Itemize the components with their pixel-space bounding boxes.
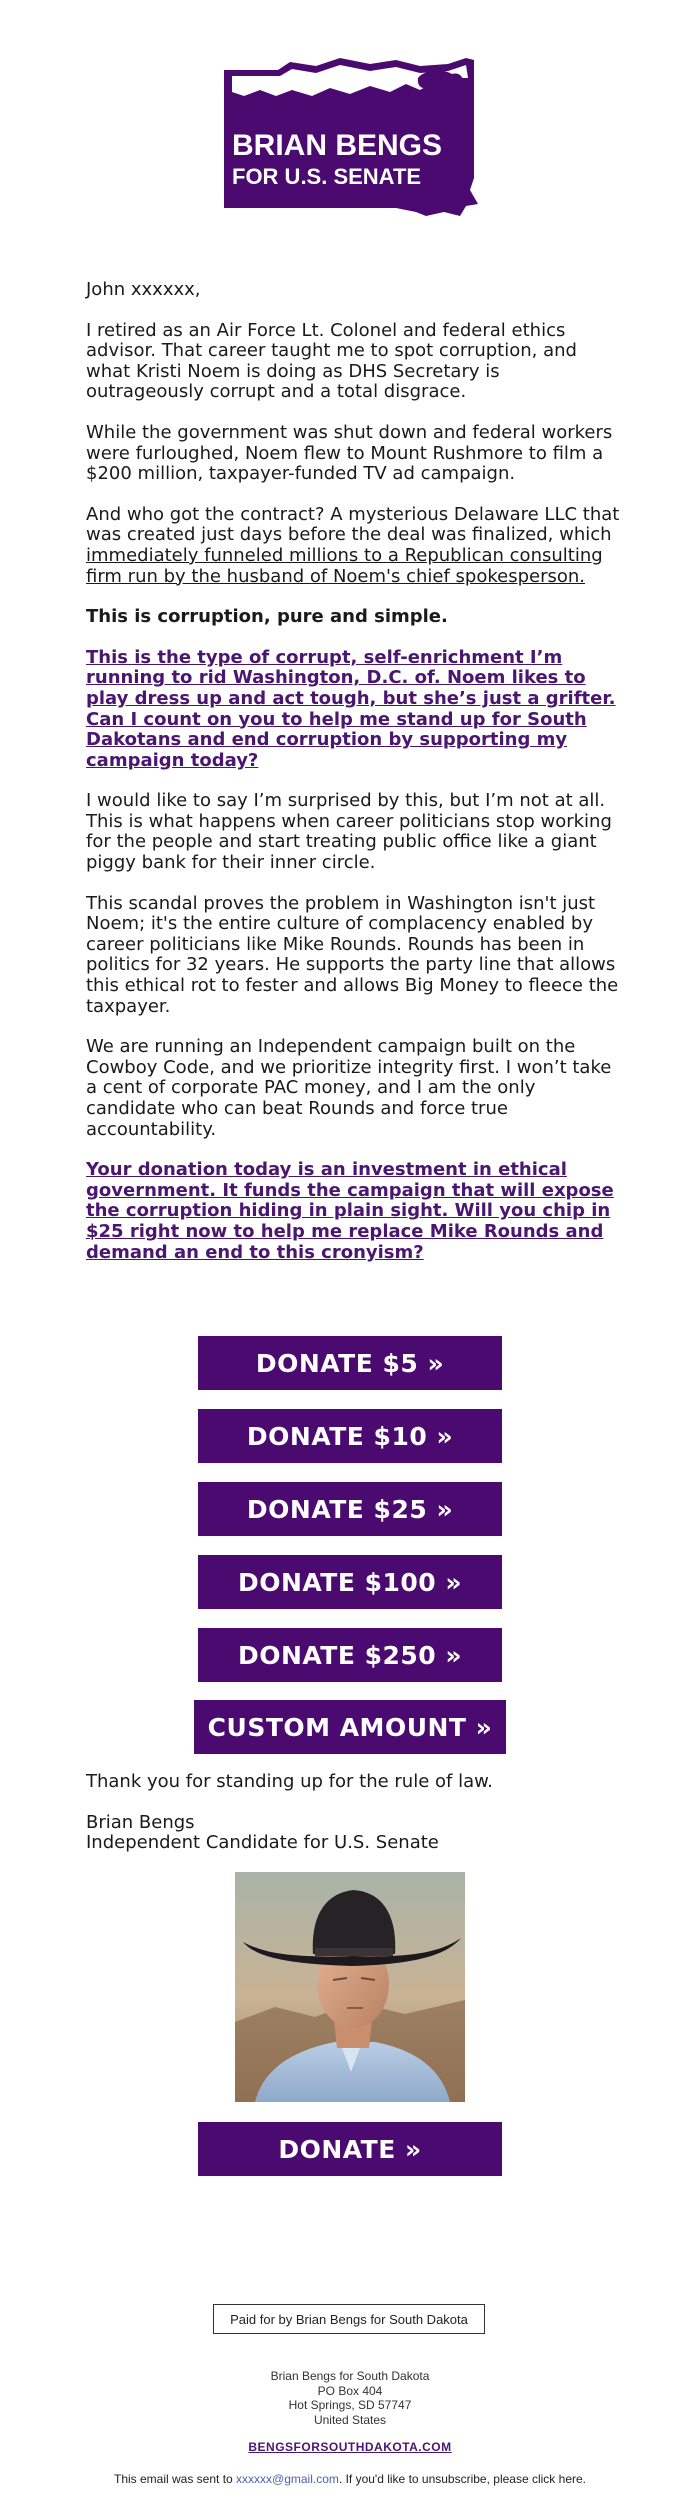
greeting: John xxxxxx, — [86, 279, 201, 300]
thanks-line: Thank you for standing up for the rule of law. — [86, 1771, 493, 1792]
signer-name: Brian Bengs — [86, 1811, 195, 1833]
address-line-3: Hot Springs, SD 57747 — [288, 2398, 412, 2412]
south-dakota-logo-icon — [220, 56, 482, 224]
donate-5-button[interactable]: DONATE $5 » — [198, 1336, 502, 1390]
paragraph-8: We are running an Independent campaign built on the Cowboy Code, and we prioritize integrity first. I won’t take a cent of corporate PAC money, and I am the only candidate who can beat Rounds and force true accountability. — [86, 1036, 612, 1140]
candidate-photo — [235, 1872, 465, 2102]
unsubscribe-prefix: This email was sent to — [113, 2472, 237, 2486]
letter-body — [86, 280, 620, 1283]
cta-link-2[interactable]: Your donation today is an investment in ethical government. It funds the campaign that will expose the corruption hiding in plain sight. Will you chip in $25 right now to help me replace Mike Rounds and demand an end to this cronyism? — [86, 1159, 614, 1263]
cta-link-1[interactable]: This is the type of corrupt, self-enrichment I’m running to rid Washington, D.C. of. Noem likes to play dress up and act tough, but she’s just a grifter. Can I count on you to help me stand up for South Dakotans and end corruption by supporting my campaign today? — [86, 646, 616, 771]
signoff — [86, 1772, 620, 1854]
candidate-portrait-icon — [235, 1872, 465, 2102]
address-line-1: Brian Bengs for South Dakota — [270, 2369, 430, 2383]
paragraph-6: I would like to say I’m surprised by this, but I’m not at all. This is what happens when career politicians stop working for the people and start treating public office like a giant piggy bank for their inner circle. — [86, 790, 612, 874]
paragraph-2: While the government was shut down and federal workers were furloughed, Noem flew to Mount Rushmore to film a $200 million, taxpayer-funded TV ad campaign. — [86, 421, 613, 485]
mailing-address — [150, 2369, 550, 2427]
paragraph-1: I retired as an Air Force Lt. Colonel and federal ethics advisor. That career taught me to spot corruption, and what Kristi Noem is doing as DHS Secretary is outrageously corrupt and a total disgrace. — [86, 319, 577, 403]
address-line-2: PO Box 404 — [317, 2383, 383, 2398]
logo-line1: BRIAN BENGS — [232, 129, 443, 162]
donate-bottom-button[interactable]: DONATE » — [198, 2122, 502, 2176]
campaign-logo[interactable] — [220, 56, 482, 224]
custom-amount-button[interactable]: CUSTOM AMOUNT » — [194, 1700, 506, 1754]
logo-line2: FOR U.S. SENATE — [232, 164, 422, 189]
signer-title: Independent Candidate for U.S. Senate — [86, 1832, 439, 1854]
paragraph-4: This is corruption, pure and simple. — [86, 606, 448, 628]
address-line-4: United States — [313, 2412, 387, 2427]
paragraph-3 — [86, 505, 620, 587]
paragraph-7: This scandal proves the problem in Washington isn't just Noem; it's the entire culture of complacency enabled by career politicians like Mike Rounds. Rounds has been in politics for 32 years. He supports the party line that allows this ethical rot to fester and allows Big Money to fleece the taxpayer. — [86, 892, 619, 1017]
paragraph-3-text: And who got the contract? A mysterious Delaware LLC that was created just days before the deal was finalized, which — [86, 503, 620, 546]
unsubscribe-link[interactable]: . If you'd like to unsubscribe, please click here. — [338, 2472, 586, 2486]
donate-10-button[interactable]: DONATE $10 » — [198, 1409, 502, 1463]
recipient-email: xxxxxx@gmail.com — [236, 2472, 339, 2486]
donate-250-button[interactable]: DONATE $250 » — [198, 1628, 502, 1682]
donate-100-button[interactable]: DONATE $100 » — [198, 1555, 502, 1609]
contract-article-link[interactable]: immediately funneled millions to a Republican consulting firm run by the husband of Noem's chief spokesperson. — [86, 544, 603, 587]
website-link[interactable]: BENGSFORSOUTHDAKOTA.COM — [248, 2440, 452, 2454]
unsubscribe-line — [40, 2472, 660, 2486]
donate-25-button[interactable]: DONATE $25 » — [198, 1482, 502, 1536]
paid-for-disclaimer: Paid for by Brian Bengs for South Dakota — [213, 2304, 485, 2334]
